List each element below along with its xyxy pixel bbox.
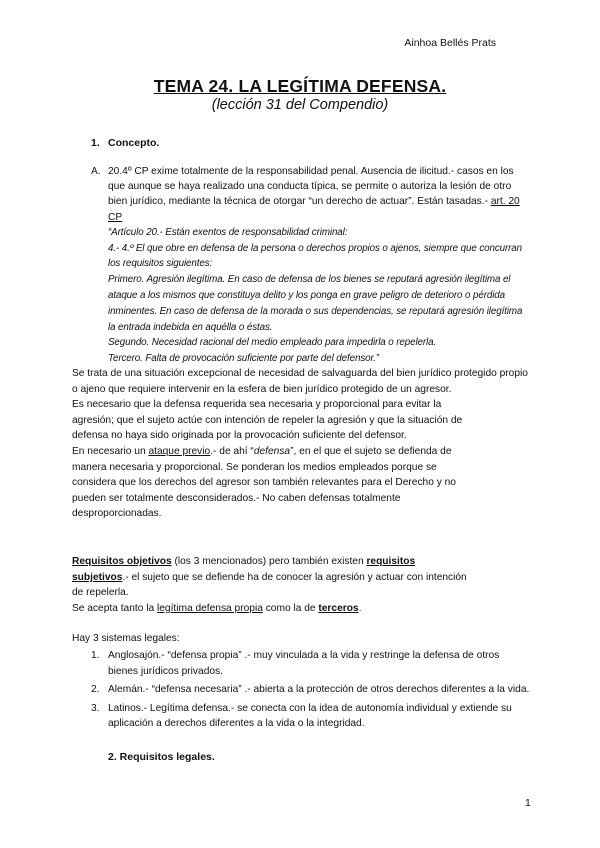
page-number: 1 (525, 797, 531, 809)
document-title: TEMA 24. LA LEGÍTIMA DEFENSA. (153, 76, 447, 96)
paragraph-acepta (72, 601, 467, 617)
text-span: En necesario un (72, 445, 149, 457)
text-span: Se acepta tanto la (72, 602, 157, 614)
ataque-previo-link: ataque previo (148, 445, 211, 457)
paragraph-ataque (72, 444, 472, 522)
block-a-text: 20.4º CP exime totalmente de la responsabilidad penal. Ausencia de ilicitud.- casos en los que aunque se haya realizado una conducta típica, se permite o autoriza la lesión de otro bien jurídico, mediante la técnica de otorgar “un derecho de actuar”. Están tasadas.- (108, 166, 514, 208)
text-span: .- el sujeto que se defiende ha de conocer la agresión y actuar con intención de repelerla. (72, 571, 467, 599)
quote-line: 4.- 4.º El que obre en defensa de la persona o derechos propios o ajenos, siempre que concurran los requisitos siguientes: (108, 242, 522, 270)
quote-line: Primero. Agresión ilegítima. En caso de defensa de los bienes se reputará agresión ilegítima el ataque a los mismos que constituya delito y los ponga en grave peligro de deterioro o pérdida inminentes. En caso de defensa de la morada o sus dependencias, se reputará agresión ilegítima la entrada indebida en aquélla o éstas. (108, 274, 523, 333)
requisitos-objetivos: Requisitos objetivos (72, 556, 172, 567)
list-item (91, 682, 531, 698)
section-label: Concepto. (108, 137, 160, 149)
list-number: 1. (91, 650, 100, 661)
list-text: Alemán.- “defensa necesaria” .- abierta a la protección de otros derechos diferentes a la vida. (108, 684, 530, 696)
paragraph-text: Es necesario que la defensa requerida sea necesaria y proporcional para evitar la agresión; que el sujeto actúe con intención de repeler la agresión y que la situación de defensa no haya sido originada por la provocación suficiente del defensor. (72, 399, 463, 442)
section-number: 1. (91, 137, 100, 149)
list-number: 2. (91, 684, 100, 696)
list-item (91, 701, 531, 732)
list-item (91, 648, 531, 679)
list-text: Latinos.- Legítima defensa.- se conecta con la idea de autonomía individual y extiende su aplicación a derechos diferentes a la vida o la integridad. (108, 702, 512, 730)
systems-intro: Hay 3 sistemas legales: (72, 633, 180, 644)
legitima-defensa-propia: legítima defensa propia (156, 602, 263, 614)
author-name: Ainhoa Bellés Prats (404, 37, 496, 49)
systems-list (91, 648, 531, 735)
section-heading-requisitos: 2. Requisitos legales. (108, 751, 215, 763)
text-span: . (358, 602, 362, 614)
quote-line: “Artículo 20.- Están exentos de responsabilidad criminal: (108, 226, 348, 238)
list-text: Anglosajón.- “defensa propia” .- muy vinculada a la vida y restringe la defensa de otros bienes jurídicos privados. (108, 650, 500, 677)
section-heading-concepto (91, 137, 159, 149)
text-span: ”, en el que el sujeto se defienda de manera necesaria y proporcional. Se ponderan los medios empleados porque se considera que los derechos del agresor son también relevantes para el Derecho y no pueden ser totalmente desconsiderados.- No caben defensas totalmente desproporcionadas. (72, 445, 456, 520)
text-span: (los 3 mencionados) pero también existen (171, 556, 367, 567)
quote-line: Tercero. Falta de provocación suficiente por parte del defensor.” (108, 353, 380, 365)
paragraph-text: Se trata de una situación excepcional de necesidad de salvaguarda del bien jurídico protegido propio o ajeno que requiere intervenir en la esfera de bien jurídico protegido de un agresor. (72, 368, 528, 395)
requisitos-subjetivos: requisitos subjetivos (72, 556, 416, 583)
quote-line: Segundo. Necesidad racional del medio empleado para impedirla o repelerla. (108, 337, 437, 349)
paragraph-requisitos (72, 554, 467, 616)
terceros: terceros (318, 602, 359, 614)
text-span: .- de ahí “ (210, 445, 254, 457)
article-link[interactable]: art. 20 CP (108, 196, 520, 223)
text-span: como la de (262, 602, 319, 614)
block-a (91, 164, 531, 367)
paragraph-requisitos-text (72, 554, 467, 601)
paragraph-situacion (72, 366, 532, 522)
block-a-label: A. (91, 166, 101, 177)
document-subtitle: (lección 31 del Compendio) (211, 97, 389, 113)
legal-quote (108, 225, 531, 367)
text-italic: defensa (253, 445, 291, 457)
list-number: 3. (91, 702, 100, 714)
